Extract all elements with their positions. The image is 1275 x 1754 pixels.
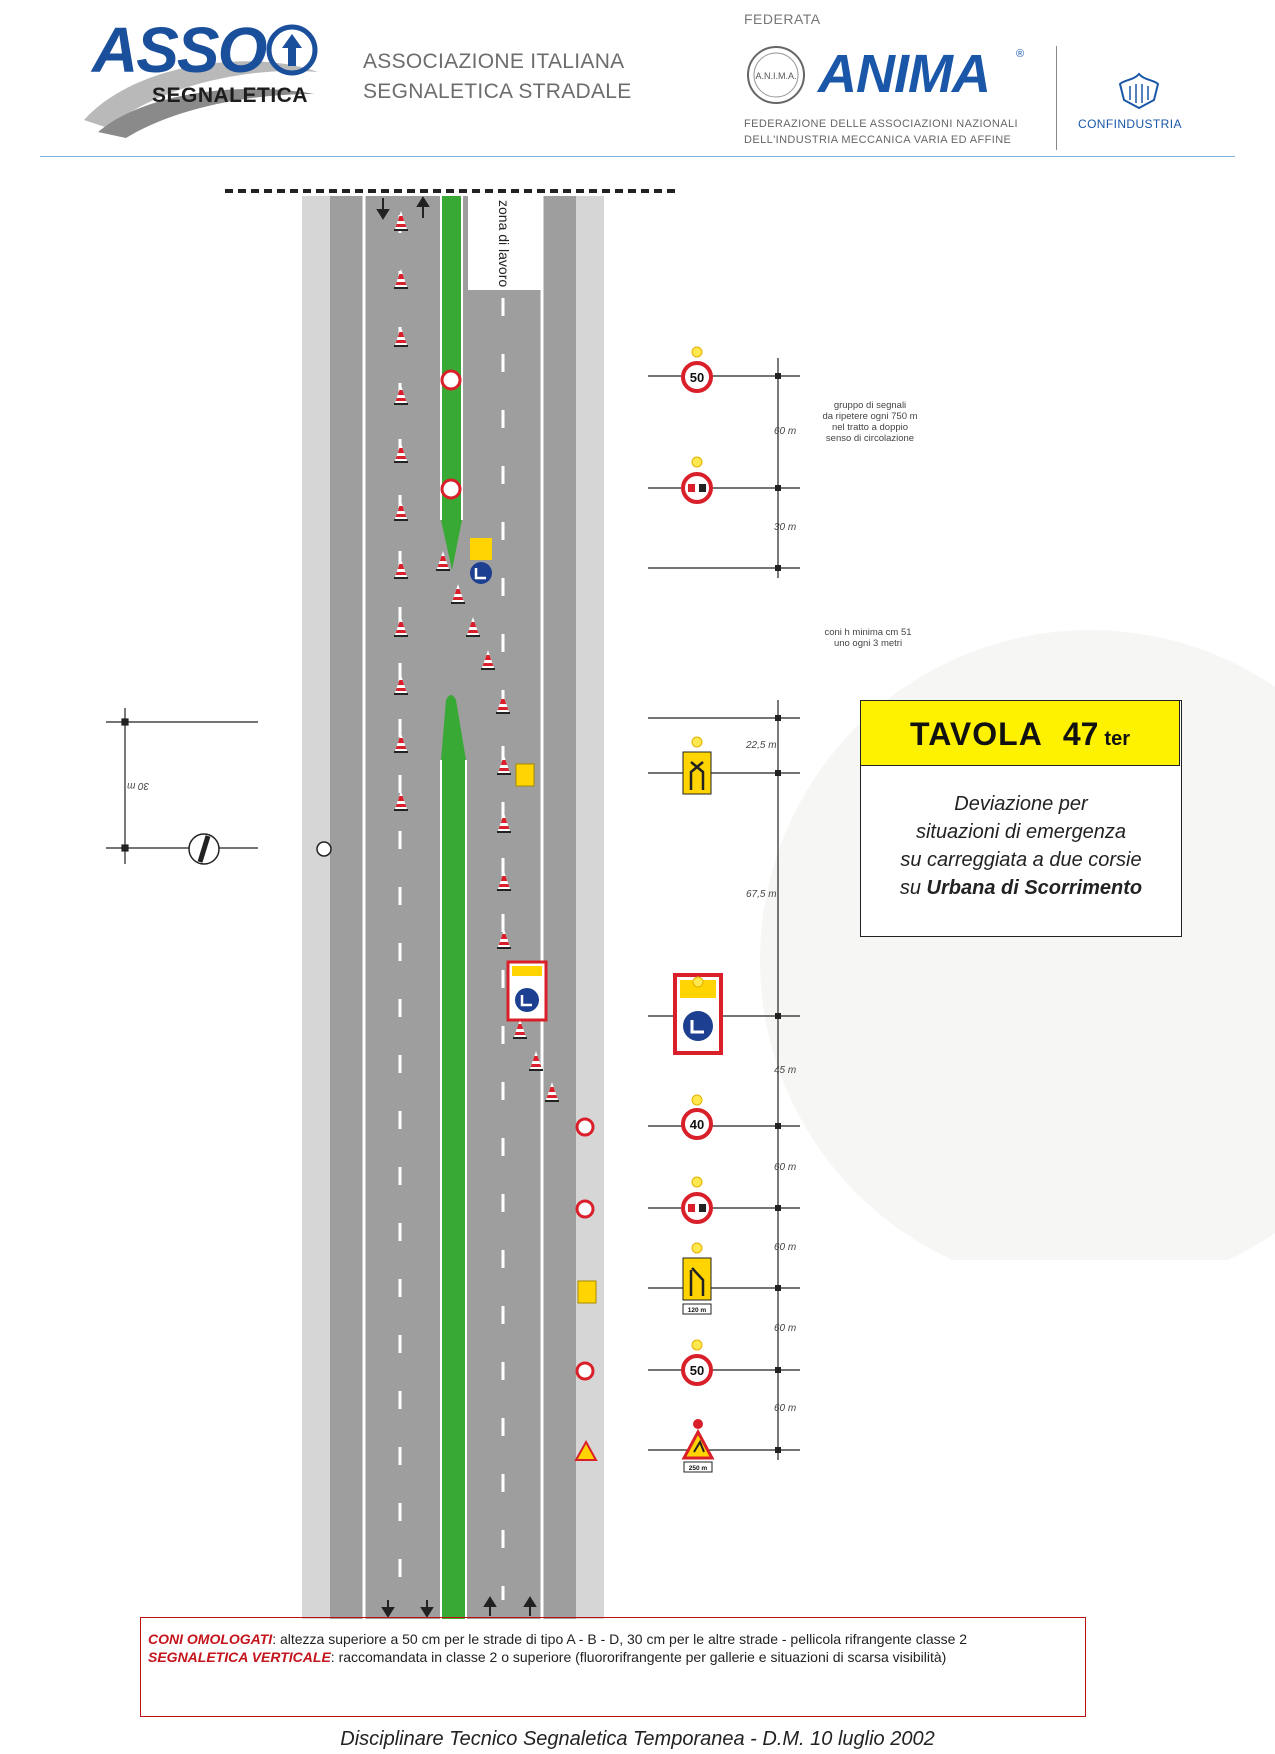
anima-brand: ANIMA: [818, 44, 990, 104]
sign-speed-limit-50-top: [683, 347, 711, 391]
left-end-restriction-sign: [189, 834, 219, 864]
sign-barrier-with-keep-left: [675, 975, 721, 1053]
tavola-title: TAVOLA: [910, 716, 1043, 752]
federata-label: FEDERATA: [744, 11, 821, 27]
sign-speed-limit-40: [683, 1095, 711, 1138]
sign-lane-merge-yellow: [683, 1243, 711, 1314]
tavola-header: [860, 700, 1180, 766]
speed-50-bottom-label: 50: [689, 1363, 705, 1378]
asso-logo-text: ASSO: [92, 14, 266, 86]
federation-line-2: DELL'INDUSTRIA MECCANICA VARIA ED AFFINE: [744, 134, 1012, 146]
left-marker-circle: [317, 842, 331, 856]
speed-40-label: 40: [689, 1117, 705, 1132]
association-line-1: ASSOCIAZIONE ITALIANA: [363, 50, 625, 73]
shoulder-sign-no-entry-3: [577, 1363, 593, 1379]
footer-reference: Disciplinare Tecnico Segnaletica Temporanea - D.M. 10 luglio 2002: [340, 1728, 935, 1750]
tavola-description: Deviazione per situazioni di emergenza su carreggiata a due corsie su Urbana di Scorrimento: [899, 793, 1143, 899]
sign-no-overtaking-top: [683, 457, 711, 502]
association-line-2: SEGNALETICA STRADALE: [363, 80, 632, 103]
legend-line-signage: SEGNALETICA VERTICALE: raccomandata in classe 2 o superiore (fluororifrangente per gallerie e situazioni di scarsa visibilità): [148, 1649, 947, 1665]
cones-note: coni h minima cm 51 uno ogni 3 metri: [824, 627, 912, 649]
lane-sign-barrier-panel: [508, 962, 546, 1020]
lane-sign-yellow-panel: [516, 764, 534, 786]
tavola-number: 47: [1062, 716, 1099, 752]
lane-sign-no-entry-2: [442, 480, 460, 498]
distance-bottom-2: 60 m: [774, 1242, 797, 1253]
distance-bottom-3: 60 m: [774, 1323, 797, 1334]
distance-bottom-1: 60 m: [774, 1162, 797, 1173]
lane-sign-no-entry-1: [442, 371, 460, 389]
distance-mid-1: 22,5 m: [746, 740, 777, 751]
sign-road-works: [684, 1419, 712, 1472]
sign-speed-limit-50-bottom: [683, 1340, 711, 1384]
distance-mid-2: 67,5 m: [746, 889, 777, 900]
median-lower: [441, 695, 466, 1619]
distance-mid-3: 45 m: [774, 1065, 797, 1076]
shoulder-sign-no-entry-1: [577, 1119, 593, 1135]
shoulder-sign-no-entry-2: [577, 1201, 593, 1217]
asso-subtitle: SEGNALETICA: [152, 84, 309, 107]
panel-120-label: 120 m: [687, 1307, 707, 1314]
sign-no-overtaking-bottom: [683, 1177, 711, 1222]
federation-line-1: FEDERAZIONE DELLE ASSOCIAZIONI NAZIONALI: [744, 118, 1018, 130]
distance-left: 30 m: [127, 780, 150, 791]
distance-top-1: 60 m: [774, 426, 797, 437]
confindustria-label: CONFINDUSTRIA: [1078, 117, 1182, 131]
work-zone-label: zona di lavoro: [496, 200, 512, 288]
anima-seal-text: A.N.I.M.A.: [755, 71, 797, 81]
panel-250-label: 250 m: [688, 1465, 708, 1472]
sign-lane-diversion-yellow: [683, 737, 711, 794]
anima-registered-mark: ®: [1016, 48, 1025, 60]
tavola-suffix: ter: [1104, 728, 1130, 750]
speed-50-top-label: 50: [689, 370, 705, 385]
repeat-note: gruppo di segnali da ripetere ogni 750 m nel tratto a doppio senso di circolazione: [822, 400, 918, 444]
distance-bottom-4: 60 m: [774, 1403, 797, 1414]
distance-top-2: 30 m: [774, 522, 797, 533]
legend-line-cones: CONI OMOLOGATI: altezza superiore a 50 cm per le strade di tipo A - B - D, 30 cm per le altre strade - pellicola rifrangente classe 2: [148, 1631, 968, 1647]
shoulder-sign-yellow-panel: [578, 1281, 596, 1303]
